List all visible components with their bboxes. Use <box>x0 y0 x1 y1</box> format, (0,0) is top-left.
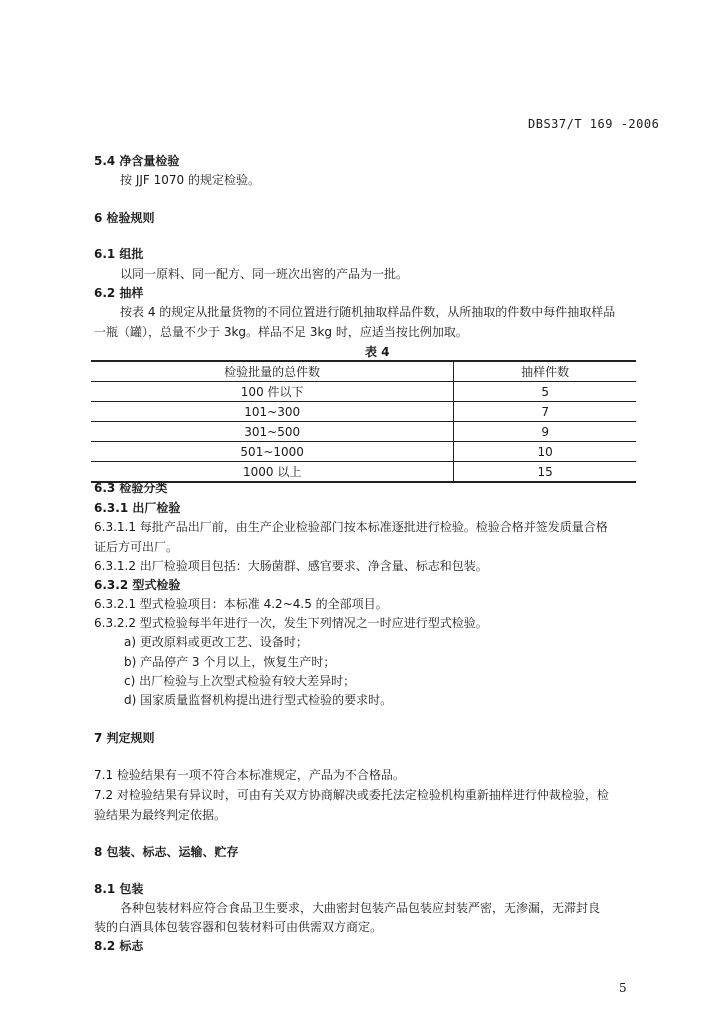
section-6-heading: 6 检验规则 <box>94 211 155 225</box>
section-8-1-line2: 装的白酒具体包装容器和包装材料可由供需双方商定。 <box>94 920 383 934</box>
section-7-2-line1: 7.2 对检验结果有异议时，可由有关双方协商解决或委托法定检验机构重新抽样进行仲裁检验，检 <box>94 788 609 802</box>
section-6-3-1-1-line1: 6.3.1.1 每批产品出厂前，由生产企业检验部门按本标准逐批进行检验。检验合格并签发质量合格 <box>94 520 608 534</box>
table-cell: 301~500 <box>91 422 454 442</box>
section-6-3-2-1-line1: 6.3.2.1 型式检验项目：本标准 4.2~4.5 的全部项目。 <box>94 597 388 611</box>
table-4-title: 表 4 <box>365 345 390 359</box>
table-cell: 100 件以下 <box>91 382 454 402</box>
section-6-3-2-2-line1: 6.3.2.2 型式检验每半年进行一次，发生下列情况之一时应进行型式检验。 <box>94 616 488 630</box>
section-8-heading: 8 包装、标志、运输、贮存 <box>94 845 239 859</box>
section-7-2-line2: 验结果为最终判定依据。 <box>94 808 227 822</box>
table-row <box>91 462 636 483</box>
section-6-2-body-line1: 按表 4 的规定从批量货物的不同位置进行随机抽取样品件数，从所抽取的件数中每件抽取样品 <box>120 305 616 319</box>
section-6-3-2-heading: 6.3.2 型式检验 <box>94 578 181 592</box>
section-6-2-heading: 6.2 抽样 <box>94 286 144 300</box>
table-row <box>91 382 636 402</box>
list-item: d) 国家质量监督机构提出进行型式检验的要求时。 <box>124 693 393 707</box>
section-7-1-line1: 7.1 检验结果有一项不符合本标准规定，产品为不合格品。 <box>94 768 405 782</box>
list-item: b) 产品停产 3 个月以上，恢复生产时； <box>124 655 336 669</box>
list-item: a) 更改原料或更改工艺、设备时； <box>124 635 308 649</box>
section-8-1-heading: 8.1 包装 <box>94 882 144 896</box>
section-6-3-1-2-line1: 6.3.1.2 出厂检验项目包括：大肠菌群、感官要求、净含量、标志和包装。 <box>94 559 488 573</box>
table-row <box>91 422 636 442</box>
section-5-4-body: 按 JJF 1070 的规定检验。 <box>120 173 260 187</box>
table-cell: 15 <box>454 462 636 483</box>
table-cell: 101~300 <box>91 402 454 422</box>
section-6-1-heading: 6.1 组批 <box>94 247 144 261</box>
table-cell: 10 <box>454 442 636 462</box>
section-6-3-1-heading: 6.3.1 出厂检验 <box>94 501 181 515</box>
section-8-2-heading: 8.2 标志 <box>94 939 144 953</box>
table-cell: 1000 以上 <box>91 462 454 483</box>
section-6-3-1-1-line2: 证后方可出厂。 <box>94 540 179 554</box>
section-6-3-heading: 6.3 检验分类 <box>94 481 168 495</box>
table-header-row <box>91 361 636 382</box>
table-4 <box>91 360 636 483</box>
section-7-heading: 7 判定规则 <box>94 731 155 745</box>
table-row <box>91 402 636 422</box>
table-cell: 9 <box>454 422 636 442</box>
table-header-cell: 抽样件数 <box>454 361 636 382</box>
section-8-1-line1: 各种包装材料应符合食品卫生要求，大曲密封包装产品包装应封装严密，无渗漏，无滞封良 <box>120 901 601 915</box>
section-6-2-body-line2: 一瓶（罐），总量不少于 3kg。样品不足 3kg 时，应适当按比例加取。 <box>94 325 468 339</box>
section-6-1-body: 以同一原料、同一配方、同一班次出窖的产品为一批。 <box>120 267 409 281</box>
table-cell: 5 <box>454 382 636 402</box>
standard-number: DBS37/T 169 -2006 <box>528 117 660 131</box>
table-cell: 501~1000 <box>91 442 454 462</box>
section-5-4-heading: 5.4 净含量检验 <box>94 154 180 168</box>
page-number: 5 <box>619 981 627 995</box>
table-row <box>91 442 636 462</box>
list-item: c) 出厂检验与上次型式检验有较大差异时； <box>124 674 356 688</box>
table-header-cell: 检验批量的总件数 <box>91 361 454 382</box>
table-cell: 7 <box>454 402 636 422</box>
